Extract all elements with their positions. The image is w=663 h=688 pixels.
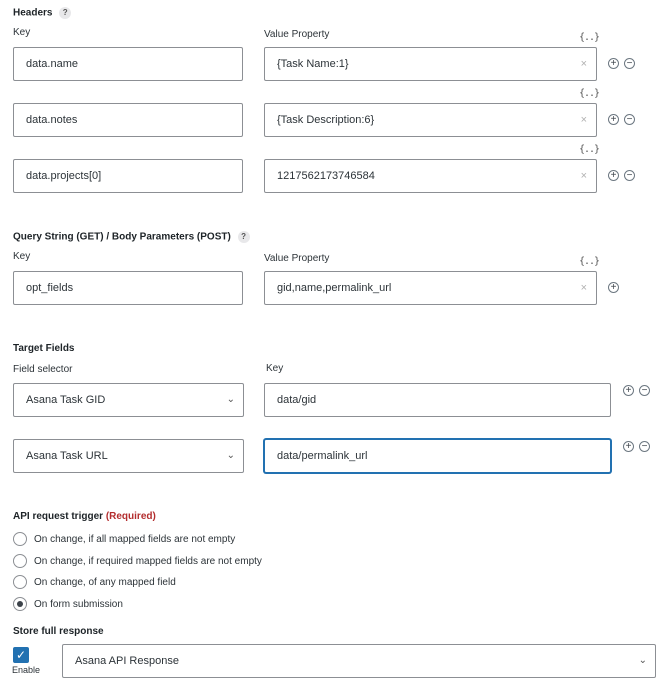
clear-icon[interactable]: × [580, 170, 587, 182]
remove-row-icon[interactable]: − [624, 170, 635, 181]
header-key-input[interactable]: data.projects[0] [13, 159, 243, 193]
query-value-input[interactable] [264, 271, 597, 305]
chevron-down-icon: ⌄ [226, 450, 235, 461]
header-value-input[interactable] [264, 103, 597, 137]
clear-icon[interactable]: × [580, 58, 587, 70]
remove-row-icon[interactable]: − [624, 114, 635, 125]
help-icon[interactable]: ? [59, 7, 71, 19]
trigger-title [13, 511, 156, 522]
query-value-label: Value Property [264, 253, 330, 264]
field-selector-value: Asana Task URL [26, 450, 108, 462]
store-title: Store full response [13, 626, 104, 637]
target-key-input[interactable]: data/gid [264, 383, 611, 417]
clear-icon[interactable]: × [580, 282, 587, 294]
remove-row-icon[interactable]: − [639, 385, 650, 396]
merge-tag-icon[interactable]: {..} [579, 88, 600, 99]
trigger-option[interactable] [13, 531, 235, 547]
header-value-text: {Task Name:1} [277, 58, 349, 70]
add-row-icon[interactable]: + [608, 282, 619, 293]
trigger-option-label: On change, of any mapped field [34, 576, 176, 588]
target-key-input[interactable]: data/permalink_url [264, 439, 611, 473]
chevron-down-icon: ⌄ [638, 655, 647, 666]
radio-button[interactable] [13, 575, 27, 589]
help-icon[interactable]: ? [238, 231, 250, 243]
trigger-option-label: On change, if required mapped fields are not empty [34, 555, 262, 567]
query-key-label: Key [13, 251, 31, 262]
add-row-icon[interactable]: + [623, 441, 634, 452]
headers-value-label: Value Property [264, 29, 330, 40]
remove-row-icon[interactable]: − [624, 58, 635, 69]
query-value-text: gid,name,permalink_url [277, 282, 392, 294]
target-title: Target Fields [13, 343, 75, 354]
remove-row-icon[interactable]: − [639, 441, 650, 452]
radio-button-selected[interactable] [13, 597, 27, 611]
field-selector-select[interactable] [13, 439, 244, 473]
header-value-input[interactable] [264, 47, 597, 81]
clear-icon[interactable]: × [580, 114, 587, 126]
header-value-text: {Task Description:6} [277, 114, 375, 126]
trigger-option[interactable] [13, 553, 262, 569]
field-selector-value: Asana Task GID [26, 394, 106, 406]
add-row-icon[interactable]: + [623, 385, 634, 396]
trigger-option-label: On form submission [34, 598, 123, 610]
trigger-option[interactable] [13, 596, 123, 612]
query-title-text: Query String (GET) / Body Parameters (POST) [13, 231, 231, 243]
field-selector-select[interactable] [13, 383, 244, 417]
query-key-input[interactable]: opt_fields [13, 271, 243, 305]
merge-tag-icon[interactable]: {..} [579, 32, 600, 43]
query-title [13, 231, 250, 243]
radio-button[interactable] [13, 554, 27, 568]
trigger-title-text: API request trigger [13, 511, 104, 522]
add-row-icon[interactable]: + [608, 170, 619, 181]
headers-key-label: Key [13, 27, 31, 38]
header-value-input[interactable] [264, 159, 597, 193]
header-key-input[interactable]: data.notes [13, 103, 243, 137]
add-row-icon[interactable]: + [608, 114, 619, 125]
field-selector-label: Field selector [13, 364, 73, 375]
trigger-option-label: On change, if all mapped fields are not empty [34, 533, 236, 545]
store-field-select[interactable] [62, 644, 656, 678]
trigger-option[interactable] [13, 574, 176, 590]
header-value-text: 1217562173746584 [277, 170, 375, 182]
merge-tag-icon[interactable]: {..} [579, 144, 600, 155]
add-row-icon[interactable]: + [608, 58, 619, 69]
headers-title-text: Headers [13, 7, 53, 19]
header-key-input[interactable]: data.name [13, 47, 243, 81]
radio-button[interactable] [13, 532, 27, 546]
required-label: (Required) [105, 511, 156, 522]
headers-title [13, 7, 71, 19]
store-field-value: Asana API Response [75, 655, 179, 667]
enable-label: Enable [12, 665, 41, 675]
enable-checkbox[interactable]: ✓ [13, 647, 29, 663]
merge-tag-icon[interactable]: {..} [579, 256, 600, 267]
target-key-label: Key [266, 363, 284, 374]
chevron-down-icon: ⌄ [226, 394, 235, 405]
